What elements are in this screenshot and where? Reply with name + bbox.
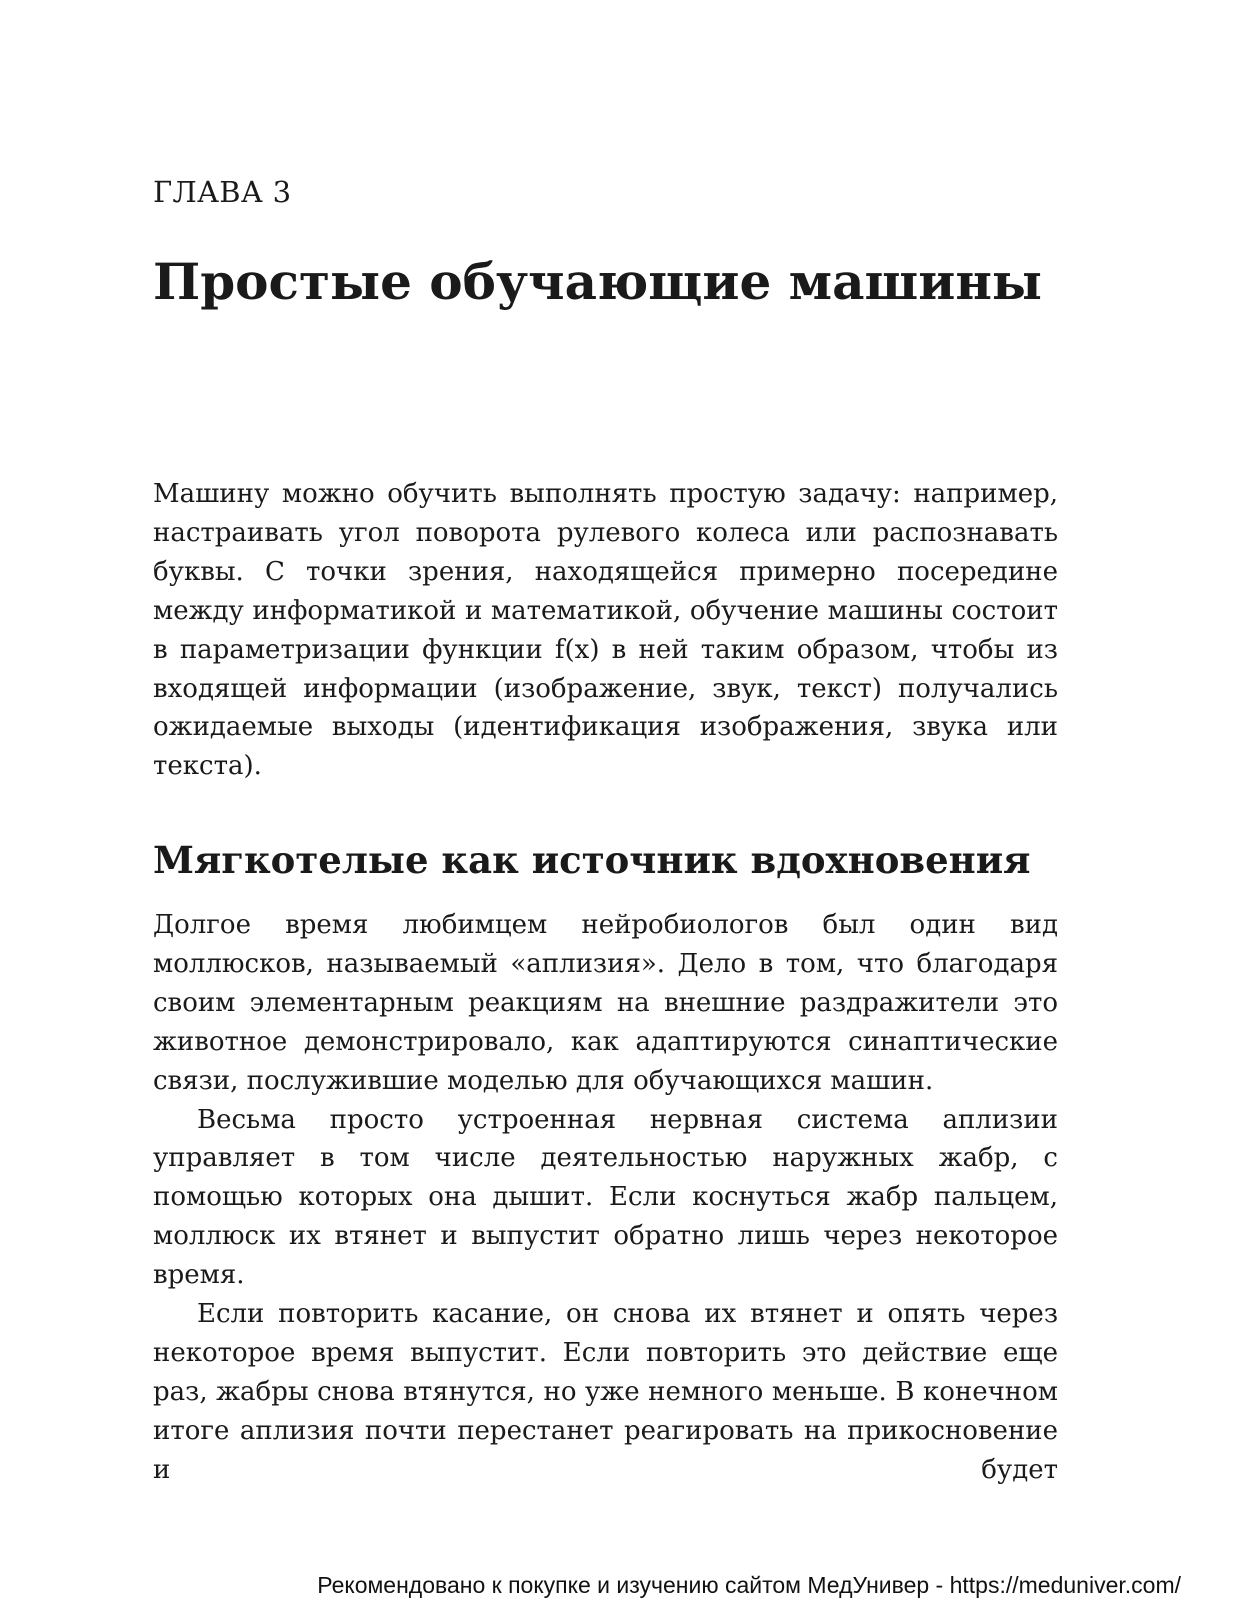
chapter-label: ГЛАВА 3 bbox=[153, 175, 292, 209]
chapter-title: Простые обучающие машины bbox=[153, 252, 1043, 311]
section-paragraph: Весьма просто устроенная нервная система аплизии управляет в том числе деятельностью наружных жабр, с помощью которых она дышит. Если коснуться жабр пальцем, моллюск их втянет и выпустит обратно лишь через некоторое время. bbox=[153, 1104, 1058, 1291]
intro-paragraph: Машину можно обучить выполнять простую задачу: например, настраивать угол поворота рулевого колеса или распознавать буквы. С точки зрения, находящейся примерно посередине между информатикой и математикой, обучение машины состоит в параметризации функции f(x) в ней таким образом, чтобы из входящей информации (изображение, звук, текст) получались ожидаемые выходы (идентификация изображения, звука или текста). bbox=[153, 479, 1058, 782]
section-heading: Мягкотелые как источник вдохновения bbox=[153, 838, 1031, 882]
section-block bbox=[153, 834, 1058, 1490]
section-paragraph: Долгое время любимцем нейробиологов был один вид моллюсков, называемый «аплизия». Дело в том, что благодаря своим элементарным реакциям на внешние раздражители это животное демонстрировало, как адаптируются синаптические связи, послужившие моделью для обучающихся машин. bbox=[153, 910, 1058, 1096]
intro-block bbox=[153, 475, 1058, 786]
footer-recommendation-note: Рекомендовано к покупке и изучению сайтом МедУнивер - https://meduniver.com/ bbox=[317, 1572, 1181, 1598]
section-paragraph: Если повторить касание, он снова их втянет и опять через некоторое время выпустит. Если повторить это действие еще раз, жабры снова втянутся, но уже немного меньше. В конечном итоге аплизия почти перестанет реагировать на прикосновение и будет bbox=[153, 1299, 1058, 1485]
